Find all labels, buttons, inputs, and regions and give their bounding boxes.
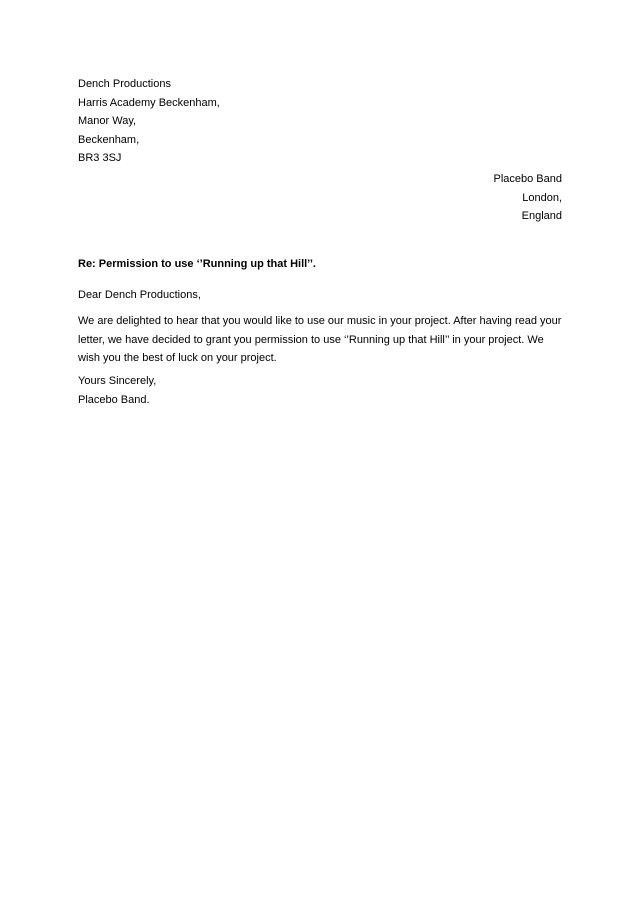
sender-line-postcode: BR3 3SJ — [78, 152, 122, 164]
letter-body — [78, 312, 562, 368]
subject-line: Re: Permission to use ‘’Running up that Hill’’. — [78, 258, 316, 270]
salutation: Dear Dench Productions, — [78, 289, 201, 301]
sender-line-town: Beckenham, — [78, 133, 140, 146]
recipient-line-country: England — [521, 210, 562, 222]
body-line: We are delighted to hear that you would like to use our music in your project. After having read your — [78, 315, 562, 327]
sender-address — [78, 75, 562, 168]
closing — [78, 372, 562, 409]
closing-phrase: Yours Sincerely, — [78, 375, 157, 387]
signature: Placebo Band. — [78, 393, 150, 406]
sender-line-name: Dench Productions — [78, 78, 171, 90]
recipient-line-name: Placebo Band — [493, 173, 562, 185]
body-line: wish you the best of luck on your project. — [78, 352, 277, 364]
body-line: letter, we have decided to grant you permission to use ‘’Running up that Hill’’ in your project. We — [78, 333, 544, 346]
sender-line-school: Harris Academy Beckenham, — [78, 96, 220, 109]
recipient-line-city: London, — [522, 191, 562, 204]
recipient-address — [78, 170, 562, 226]
sender-line-street: Manor Way, — [78, 115, 137, 127]
